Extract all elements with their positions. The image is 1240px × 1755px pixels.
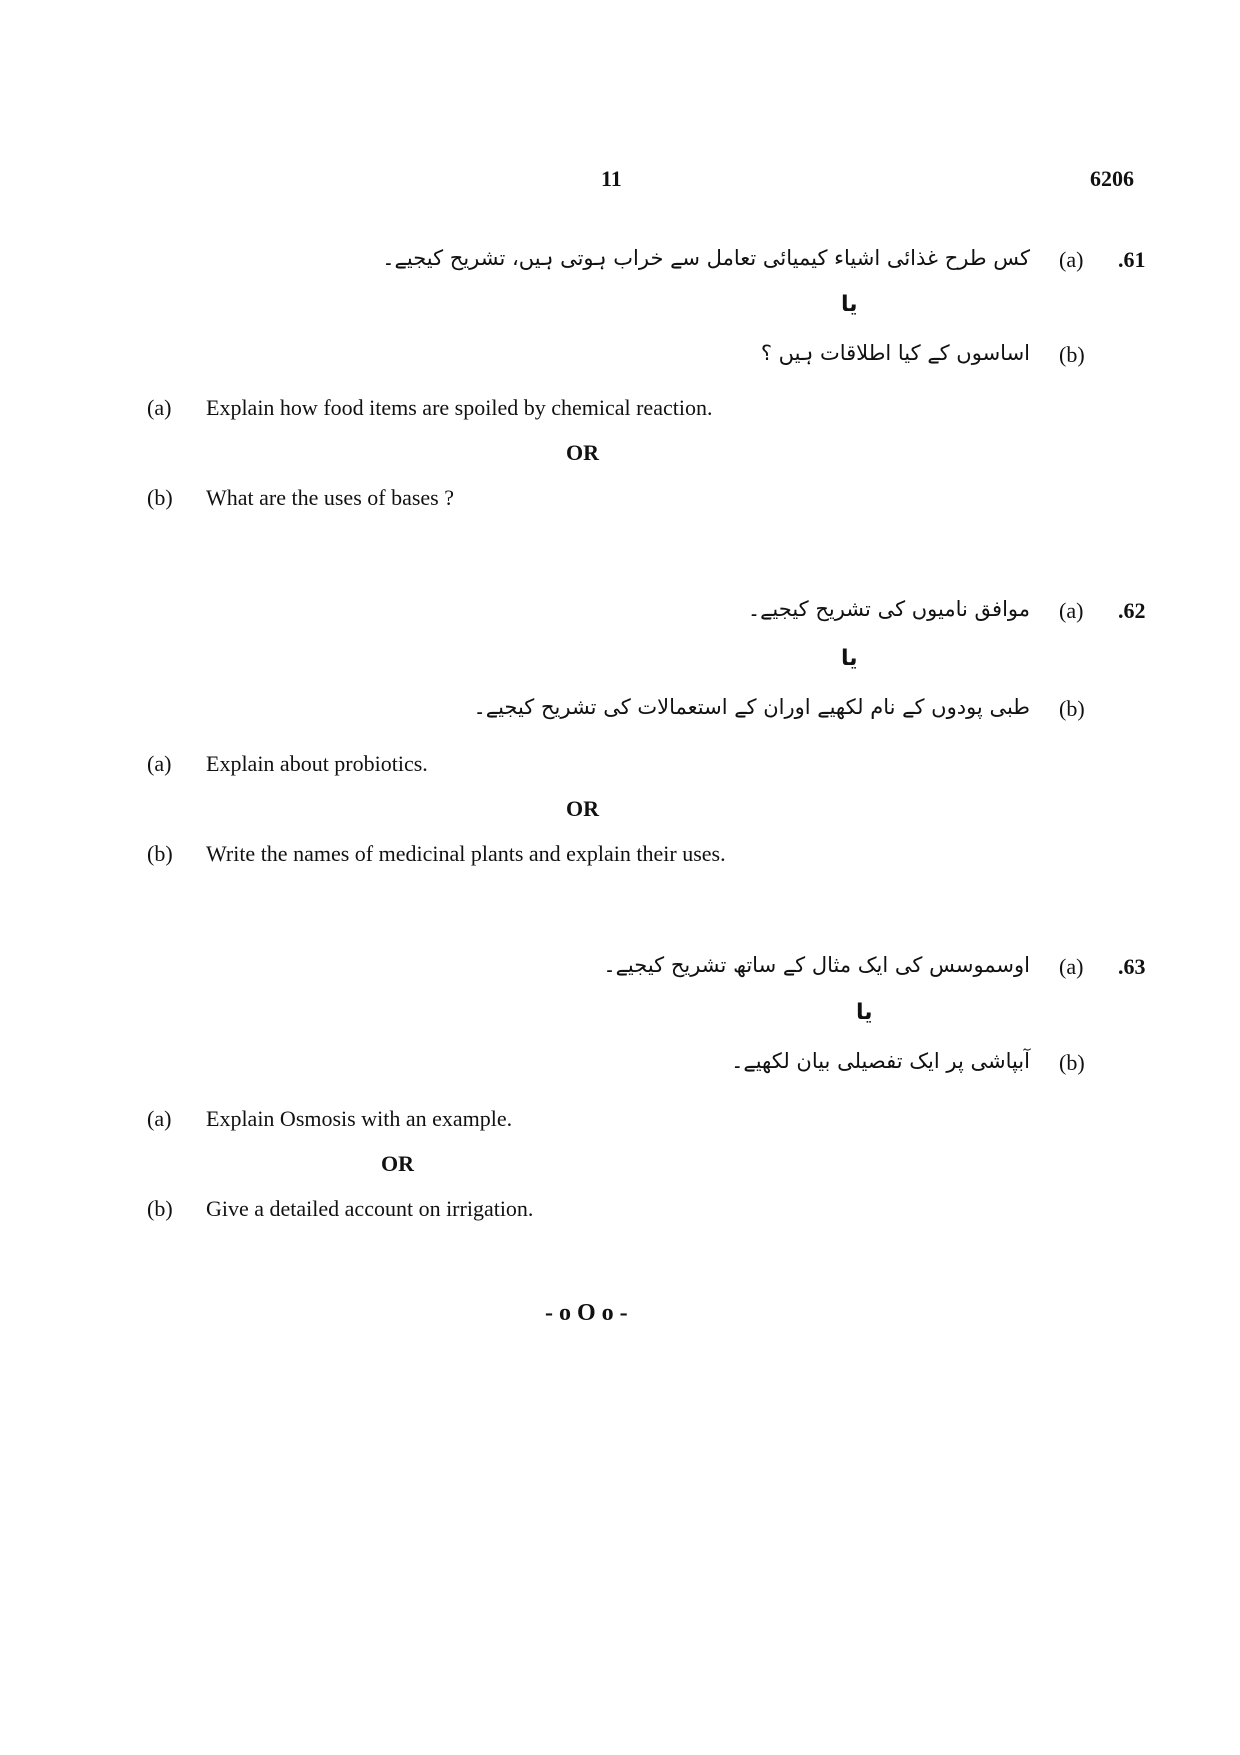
english-option-b-text: Write the names of medicinal plants and explain their uses. — [206, 841, 726, 866]
english-or: OR — [566, 440, 599, 465]
question-number: .62 — [1118, 598, 1146, 623]
urdu-option-b-text: آبپاشی پر ایک تفصیلی بیان لکھیے۔ — [731, 1049, 1030, 1073]
urdu-or: یا — [841, 292, 858, 317]
paper-code: 6206 — [1090, 166, 1134, 191]
urdu-option-a-label: (a) — [1059, 247, 1084, 272]
urdu-option-b-label: (b) — [1059, 1050, 1085, 1075]
english-option-b-label: (b) — [147, 485, 173, 510]
english-option-a-label: (a) — [147, 751, 172, 776]
english-option-a-label: (a) — [147, 395, 172, 420]
urdu-option-a-text: موافق نامیوں کی تشریح کیجیے۔ — [747, 597, 1030, 621]
english-option-a-text: Explain about probiotics. — [206, 751, 428, 776]
english-option-a-text: Explain Osmosis with an example. — [206, 1106, 513, 1131]
urdu-option-b-text: طبی پودوں کے نام لکھیے اوران کے استعمالات کی تشریح کیجیے۔ — [473, 695, 1030, 719]
english-option-a-text: Explain how food items are spoiled by chemical reaction. — [206, 395, 713, 420]
end-of-paper-marker: - o O o - — [545, 1300, 628, 1326]
urdu-option-b-label: (b) — [1059, 696, 1085, 721]
english-option-b-text: Give a detailed account on irrigation. — [206, 1196, 534, 1221]
english-or: OR — [566, 796, 599, 821]
english-option-b-label: (b) — [147, 841, 173, 866]
urdu-option-b-label: (b) — [1059, 342, 1085, 367]
page-number: 11 — [601, 166, 622, 191]
urdu-or: یا — [856, 1000, 873, 1025]
question-number: .63 — [1118, 954, 1146, 979]
urdu-option-a-text: اوسموسس کی ایک مثال کے ساتھ تشریح کیجیے۔ — [603, 953, 1030, 977]
english-option-b-text: What are the uses of bases ? — [206, 485, 455, 510]
urdu-option-a-text: کس طرح غذائی اشیاء کیمیائی تعامل سے خراب ہوتی ہیں، تشریح کیجیے۔ — [382, 246, 1030, 270]
urdu-option-a-label: (a) — [1059, 598, 1084, 623]
question-number: .61 — [1118, 247, 1146, 272]
urdu-option-b-text: اساسوں کے کیا اطلاقات ہیں ؟ — [760, 341, 1030, 365]
urdu-option-a-label: (a) — [1059, 954, 1084, 979]
urdu-or: یا — [841, 646, 858, 671]
english-option-b-label: (b) — [147, 1196, 173, 1221]
english-option-a-label: (a) — [147, 1106, 172, 1131]
english-or: OR — [381, 1151, 414, 1176]
